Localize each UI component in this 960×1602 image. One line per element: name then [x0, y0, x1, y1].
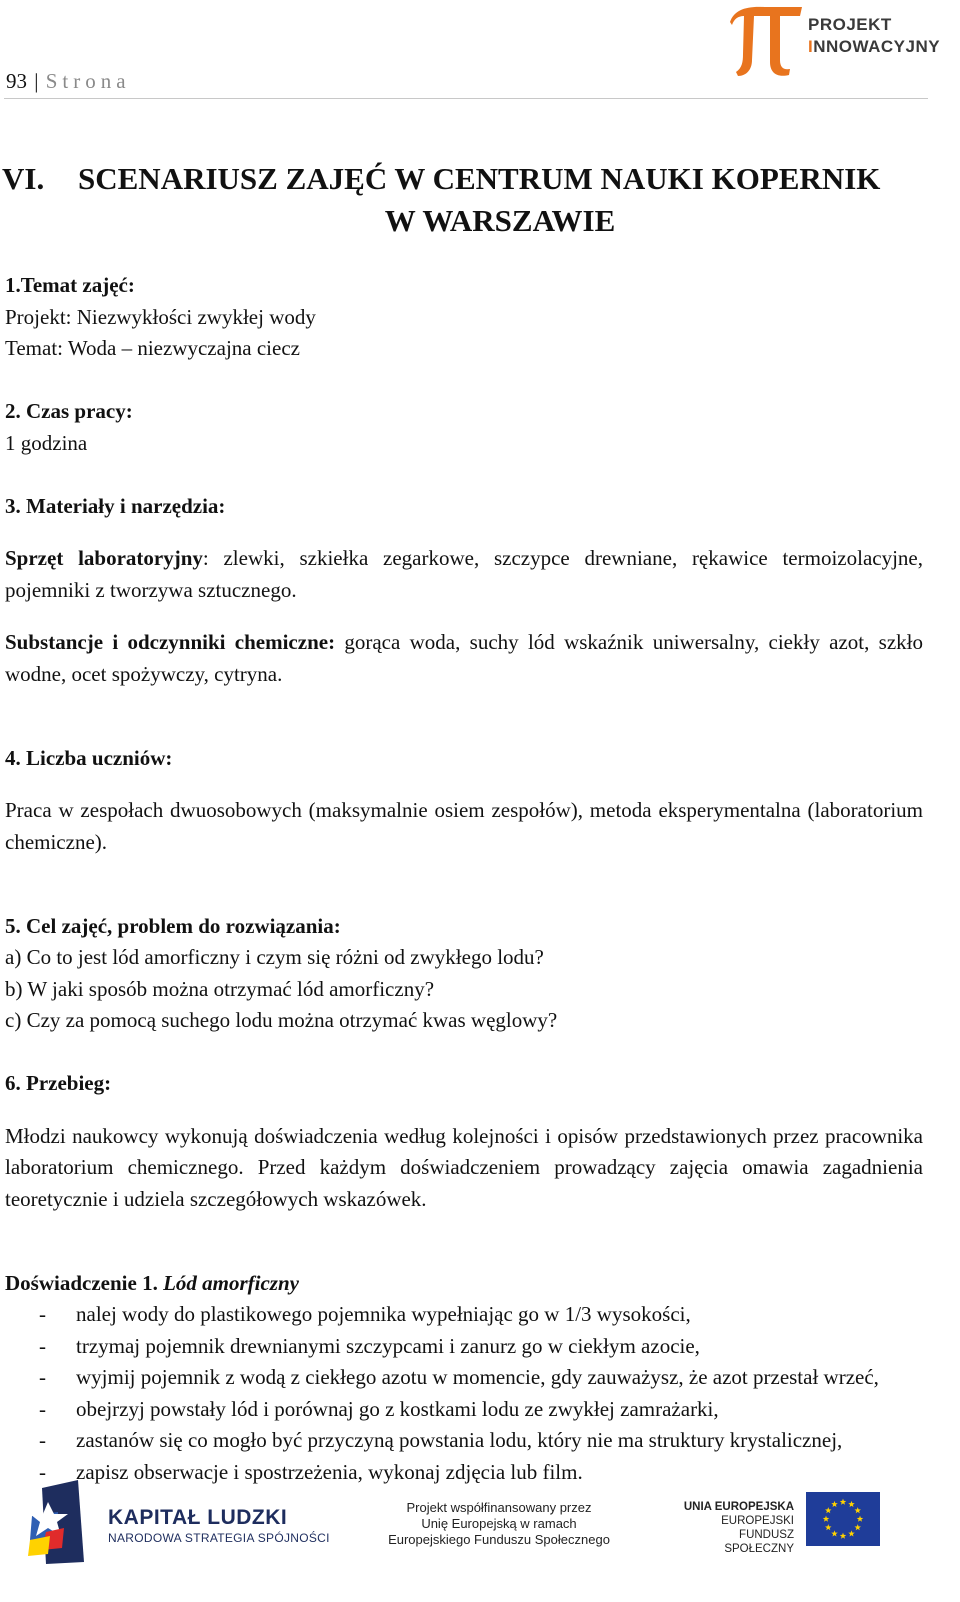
- step-text: zapisz obserwacje i spostrzeżenia, wykonaj zdjęcia lub film.: [76, 1459, 583, 1484]
- list-item: [5, 1425, 923, 1457]
- equipment-label: Sprzęt laboratoryjny: [5, 546, 203, 570]
- experiment-title: Lód amorficzny: [163, 1270, 299, 1295]
- page-footer: [0, 1470, 960, 1602]
- cofin-line: Unię Europejską w ramach: [421, 1516, 577, 1531]
- page-label: Strona: [45, 69, 131, 93]
- list-item: [5, 1362, 923, 1394]
- substances-label: Substancje i odczynniki chemiczne:: [5, 630, 336, 654]
- eu-line: EUROPEJSKI: [721, 1515, 794, 1527]
- chapter-title-line-2: W WARSZAWIE: [384, 203, 616, 238]
- list-item: [5, 1394, 923, 1426]
- cofin-line: Projekt współfinansowany przez: [406, 1500, 592, 1515]
- eu-line: FUNDUSZ SPOŁECZNY: [724, 1529, 794, 1555]
- chapter-title-line-1: SCENARIUSZ ZAJĘĆ W CENTRUM NAUKI KOPERNIK: [78, 161, 881, 196]
- section-heading-goal: 5. Cel zajęć, problem do rozwiązania:: [5, 913, 341, 938]
- section-heading-topic: 1.Temat zajęć:: [5, 273, 135, 297]
- eu-flag: [806, 1492, 880, 1546]
- goal-item: a) Co to jest lód amorficzny i czym się różni od zwykłego lodu?: [5, 945, 544, 969]
- step-text: trzymaj pojemnik drewnianymi szczypcami i zanurz go w ciekłym azocie,: [76, 1333, 700, 1358]
- logo-line-1: PROJEKT: [808, 15, 892, 34]
- page-number: [6, 66, 131, 96]
- dash-bullet: -: [39, 1396, 46, 1421]
- equipment-text: : zlewki, szkiełka zegarkowe, szczypce drewniane, rękawice termoizolacyjne, pojemniki z tworzywa sztucznego.: [5, 546, 923, 602]
- goal-item: b) W jaki sposób można otrzymać lód amorficzny?: [5, 976, 435, 1001]
- step-text: wyjmij pojemnik z wodą z ciekłego azotu w momencie, gdy zauważysz, że azot przestał wrzeć,: [76, 1365, 879, 1389]
- project-logo-text: [808, 14, 940, 58]
- dash-bullet: -: [39, 1333, 46, 1358]
- cofinancing-note: [384, 1500, 614, 1548]
- logo-line-2: [808, 36, 940, 58]
- pi-icon: [724, 2, 804, 78]
- section-heading-time: 2. Czas pracy:: [5, 399, 133, 423]
- eu-label: [670, 1500, 794, 1556]
- section-heading-materials: 3. Materiały i narzędzia:: [5, 493, 226, 518]
- step-text: zastanów się co mogło być przyczyną powstania lodu, który nie ma struktury krystalicznej,: [76, 1428, 843, 1452]
- document-body: [5, 270, 923, 1488]
- chapter-number: VI.: [2, 161, 45, 196]
- topic-project: Projekt: Niezwykłości zwykłej wody: [5, 304, 316, 329]
- kapital-ludzki-title: KAPITAŁ LUDZKI: [108, 1506, 288, 1529]
- header-divider: [4, 98, 928, 99]
- cofin-line: Europejskiego Funduszu Społecznego: [388, 1532, 610, 1547]
- course-text: Młodzi naukowcy wykonują doświadczenia według kolejności i opisów przedstawionych przez pracownika laboratorium chemicznego. Przed każdym doświadczeniem prowadzący zajęcia omawia zagadnienia teoretycznie i udziela szczegółowych wskazówek.: [5, 1123, 923, 1211]
- page-number-separator: |: [34, 69, 39, 93]
- students-text: Praca w zespołach dwuosobowych (maksymalnie osiem zespołów), metoda eksperymentalna (laboratorium chemiczne).: [5, 798, 923, 854]
- logo-initial: I: [808, 37, 814, 56]
- eu-line: UNIA EUROPEJSKA: [683, 1501, 794, 1513]
- list-item: [5, 1299, 923, 1331]
- materials-substances: [5, 627, 923, 690]
- dash-bullet: -: [39, 1459, 46, 1484]
- materials-equipment: [5, 543, 923, 606]
- experiment-heading: [5, 1268, 923, 1300]
- time-value: 1 godzina: [5, 430, 88, 455]
- dash-bullet: -: [39, 1365, 46, 1389]
- kapital-ludzki-logo: [28, 1478, 102, 1566]
- substances-text: gorąca woda, suchy lód wskaźnik uniwersalny, ciekły azot, szkło wodne, ocet spożywczy, cytryna.: [5, 630, 923, 686]
- goal-item: c) Czy za pomocą suchego lodu można otrzymać kwas węglowy?: [5, 1008, 558, 1032]
- kapital-ludzki-subtitle: NARODOWA STRATEGIA SPÓJNOŚCI: [108, 1531, 330, 1545]
- experiment-prefix: Doświadczenie 1.: [5, 1270, 158, 1295]
- section-heading-students: 4. Liczba uczniów:: [5, 745, 173, 770]
- list-item: [5, 1331, 923, 1363]
- page-number-value: 93: [6, 69, 27, 93]
- dash-bullet: -: [39, 1302, 46, 1326]
- step-text: obejrzyj powstały lód i porównaj go z kostkami lodu ze zwykłej zamrażarki,: [76, 1396, 719, 1421]
- topic-subject: Temat: Woda – niezwyczajna ciecz: [5, 336, 300, 360]
- page-header: [0, 0, 960, 110]
- dash-bullet: -: [39, 1428, 46, 1452]
- step-text: nalej wody do plastikowego pojemnika wypełniając go w 1/3 wysokości,: [76, 1302, 691, 1326]
- logo-rest: NNOWACYJNY: [813, 37, 941, 56]
- section-heading-course: 6. Przebieg:: [5, 1071, 112, 1095]
